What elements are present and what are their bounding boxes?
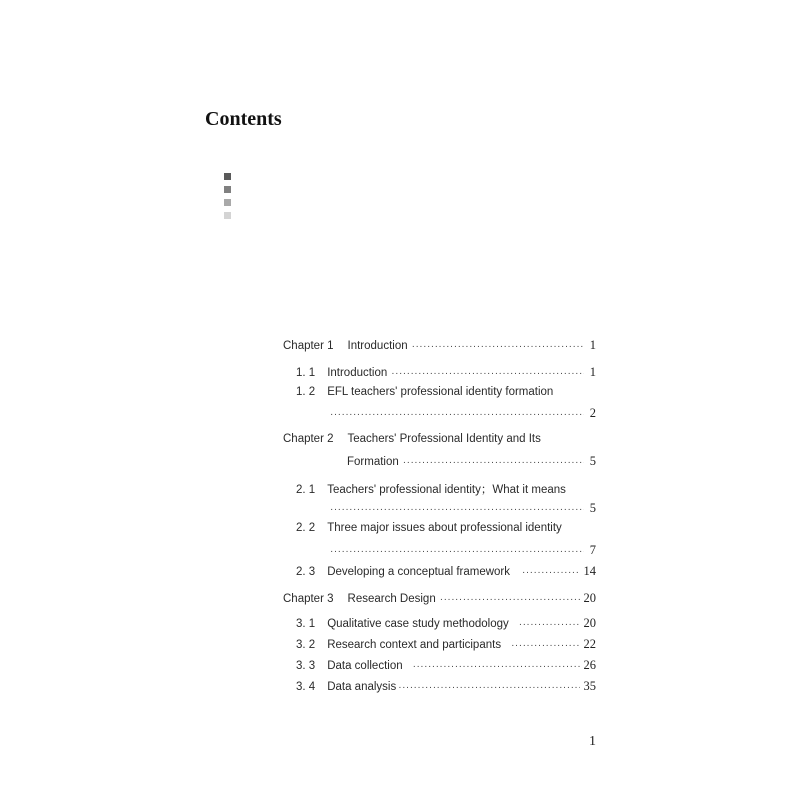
toc-entry-3-4[interactable] (296, 679, 596, 694)
square-2 (224, 186, 231, 193)
toc-entry-chapter-1[interactable] (283, 338, 596, 353)
dot-leader (330, 546, 584, 557)
page-number: 22 (583, 637, 596, 651)
dot-leader (522, 567, 579, 578)
chapter-label: Chapter 2 (283, 433, 334, 445)
chapter-label: Chapter 1 (283, 340, 334, 352)
entry-title-cont: Formation (347, 456, 399, 468)
toc-entry-1-2-leader (330, 406, 596, 421)
toc-entry-1-1[interactable] (296, 365, 596, 380)
page-folio: 1 (589, 734, 596, 749)
section-number: 1. 2 (296, 386, 316, 398)
section-number: 2. 3 (296, 566, 316, 578)
dot-leader (519, 619, 580, 630)
toc-entry-2-1[interactable] (296, 481, 566, 497)
toc-entry-2-3[interactable] (296, 564, 596, 579)
toc-entry-2-2[interactable] (296, 522, 562, 534)
page-number: 1 (589, 365, 596, 379)
dot-leader (511, 640, 579, 651)
entry-title: Three major issues about professional identity (327, 522, 562, 534)
page-number: 2 (589, 406, 596, 420)
dot-leader (391, 368, 584, 379)
chapter-label: Chapter 3 (283, 593, 334, 605)
section-number: 3. 1 (296, 618, 316, 630)
page-number: 5 (589, 454, 596, 468)
page-number: 26 (583, 658, 596, 672)
dot-leader (330, 504, 584, 515)
square-3 (224, 199, 231, 206)
section-number: 3. 3 (296, 660, 316, 672)
entry-title: Research Design (347, 593, 436, 605)
toc-entry-chapter-3[interactable] (283, 591, 596, 606)
section-number: 2. 2 (296, 522, 316, 534)
decorative-squares (224, 173, 231, 225)
entry-title: Data collection (327, 660, 403, 672)
toc-entry-3-1[interactable] (296, 616, 596, 631)
entry-title: Introduction (327, 367, 388, 379)
page-number: 1 (589, 338, 596, 352)
dot-leader (440, 594, 580, 605)
square-4 (224, 212, 231, 219)
dot-leader (403, 457, 584, 468)
entry-title: Data analysis (327, 681, 397, 693)
entry-title: Introduction (347, 340, 408, 352)
page-number: 7 (589, 543, 596, 557)
dot-leader (330, 409, 584, 420)
entry-title: Teachers' professional identity；What it means (327, 484, 566, 496)
dot-leader (413, 661, 580, 672)
section-number: 3. 4 (296, 681, 316, 693)
section-number: 2. 1 (296, 484, 316, 496)
page-number: 35 (583, 679, 596, 693)
dot-leader (412, 341, 584, 352)
page-number: 5 (589, 501, 596, 515)
entry-title: Developing a conceptual framework (327, 566, 511, 578)
toc-entry-3-3[interactable] (296, 658, 596, 673)
page-number: 20 (583, 591, 596, 605)
entry-title: Research context and participants (327, 639, 502, 651)
page-number: 20 (583, 616, 596, 630)
toc-entry-chapter-2-cont (347, 454, 596, 469)
toc-entry-2-2-leader (330, 543, 596, 558)
section-number: 1. 1 (296, 367, 316, 379)
toc-entry-2-1-leader (330, 501, 596, 516)
entry-title: Teachers' Professional Identity and Its (347, 433, 541, 445)
toc-entry-3-2[interactable] (296, 637, 596, 652)
section-number: 3. 2 (296, 639, 316, 651)
contents-heading: Contents (205, 108, 282, 130)
toc-entry-chapter-2[interactable] (283, 433, 541, 445)
square-1 (224, 173, 231, 180)
entry-title: EFL teachers' professional identity formation (327, 386, 554, 398)
entry-title: Qualitative case study methodology (327, 618, 509, 630)
page-number: 14 (583, 564, 596, 578)
dot-leader (398, 682, 579, 693)
toc-entry-1-2[interactable] (296, 386, 553, 398)
